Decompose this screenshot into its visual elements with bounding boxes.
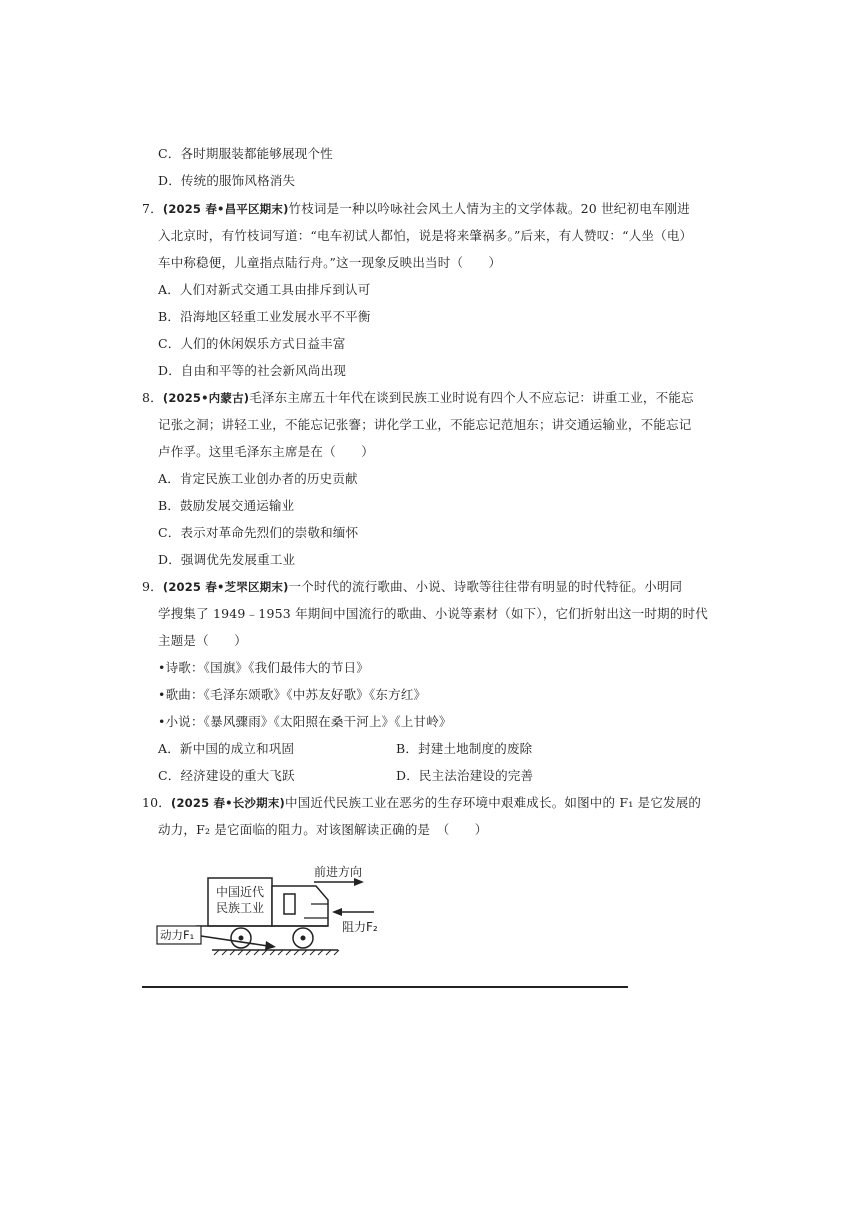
q9-stem-line-1 bbox=[142, 579, 682, 595]
q9-source: (2025 春•芝罘区期末) bbox=[162, 580, 289, 594]
q7-stem-line-2: 入北京时，有竹枝词写道：“电车初试人都怕，说是将来肇祸多。”后来，有人赞叹：“人坐（电） bbox=[158, 228, 693, 243]
q8-number: 8． bbox=[142, 390, 163, 405]
q9-material-novels: •小说：《暴风骤雨》《太阳照在桑干河上》《上甘岭》 bbox=[158, 714, 452, 729]
q8-option-a[interactable]: A．肯定民族工业创办者的历史贡献 bbox=[158, 471, 358, 486]
q9-stem-1: 一个时代的流行歌曲、小说、诗歌等往往带有明显的时代特征。小明同 bbox=[288, 579, 683, 594]
q7-option-c[interactable]: C．人们的休闲娱乐方式日益丰富 bbox=[158, 336, 346, 351]
q8-stem-line-1 bbox=[142, 390, 694, 406]
figure-box-label-2: 民族工业 bbox=[215, 901, 265, 915]
direction-label: 前进方向 bbox=[314, 865, 363, 879]
q7-stem-line-1 bbox=[142, 201, 690, 217]
q9-material-poems: •诗歌：《国旗》《我们最伟大的节日》 bbox=[158, 660, 369, 675]
force1-label: 动力F₁ bbox=[160, 928, 195, 942]
q7-option-a[interactable]: A．人们对新式交通工具由排斥到认可 bbox=[158, 282, 371, 297]
q9-option-a[interactable]: A．新中国的成立和巩固 bbox=[158, 741, 295, 756]
q8-stem-line-2: 记张之洞；讲轻工业，不能忘记张謇；讲化学工业，不能忘记范旭东；讲交通运输业，不能忘记 bbox=[158, 417, 692, 432]
q7-stem-1: 竹枝词是一种以吟咏社会风土人情为主的文学体裁。20 世纪初电车刚进 bbox=[288, 201, 691, 216]
figure-box-label-1: 中国近代 bbox=[215, 885, 265, 899]
q9-option-b[interactable]: B．封建土地制度的废除 bbox=[396, 741, 533, 756]
q9-material-songs: •歌曲：《毛泽东颂歌》《中苏友好歌》《东方红》 bbox=[158, 687, 427, 702]
force2-arrow-head bbox=[332, 908, 342, 916]
q10-source: (2025 春•长沙期末) bbox=[171, 796, 285, 810]
q7-option-d[interactable]: D．自由和平等的社会新风尚出现 bbox=[158, 363, 347, 378]
q8-stem-line-3: 卢作孚。这里毛泽东主席是在（ ） bbox=[158, 444, 374, 459]
q8-option-b[interactable]: B．鼓励发展交通运输业 bbox=[158, 498, 295, 513]
q10-stem-1: 中国近代民族工业在恶劣的生存环境中艰难成长。如图中的 F₁ 是它发展的 bbox=[285, 795, 702, 810]
section-divider bbox=[142, 986, 628, 988]
q9-option-d[interactable]: D．民主法治建设的完善 bbox=[396, 768, 534, 783]
q9-option-c[interactable]: C．经济建设的重大飞跃 bbox=[158, 768, 295, 783]
q6-option-d[interactable]: D．传统的服饰风格消失 bbox=[158, 173, 296, 188]
q9-stem-line-2: 学搜集了 1949﹣1953 年期间中国流行的歌曲、小说等素材（如下），它们折射出这一时期的时代 bbox=[158, 606, 708, 621]
q7-source: (2025 春•昌平区期末) bbox=[162, 202, 289, 216]
q8-option-c[interactable]: C．表示对革命先烈们的崇敬和缅怀 bbox=[158, 525, 359, 540]
direction-arrow-head bbox=[354, 878, 364, 886]
q7-number: 7． bbox=[142, 201, 163, 216]
q9-stem-line-3: 主题是（ ） bbox=[158, 633, 247, 648]
q7-stem-line-3: 车中称稳便，儿童指点陆行舟。”这一现象反映出当时（ ） bbox=[158, 255, 502, 270]
q10-stem-line-2: 动力，F₂ 是它面临的阻力。对该图解读正确的是 （ ） bbox=[158, 822, 488, 837]
q9-number: 9． bbox=[142, 579, 163, 594]
q8-source: (2025•内蒙古) bbox=[162, 391, 250, 405]
q10-force-diagram bbox=[156, 864, 388, 956]
q10-stem-line-1 bbox=[142, 795, 701, 811]
q7-option-b[interactable]: B．沿海地区轻重工业发展水平不平衡 bbox=[158, 309, 371, 324]
force1-arrow-head bbox=[265, 941, 276, 950]
q10-number: 10． bbox=[142, 795, 172, 810]
force2-label: 阻力F₂ bbox=[342, 920, 378, 934]
ground-hatching bbox=[212, 950, 339, 955]
q8-option-d[interactable]: D．强调优先发展重工业 bbox=[158, 552, 296, 567]
q6-option-c[interactable]: C．各时期服装都能够展现个性 bbox=[158, 146, 333, 161]
q8-stem-1: 毛泽东主席五十年代在谈到民族工业时说有四个人不应忘记：讲重工业，不能忘 bbox=[249, 390, 694, 405]
